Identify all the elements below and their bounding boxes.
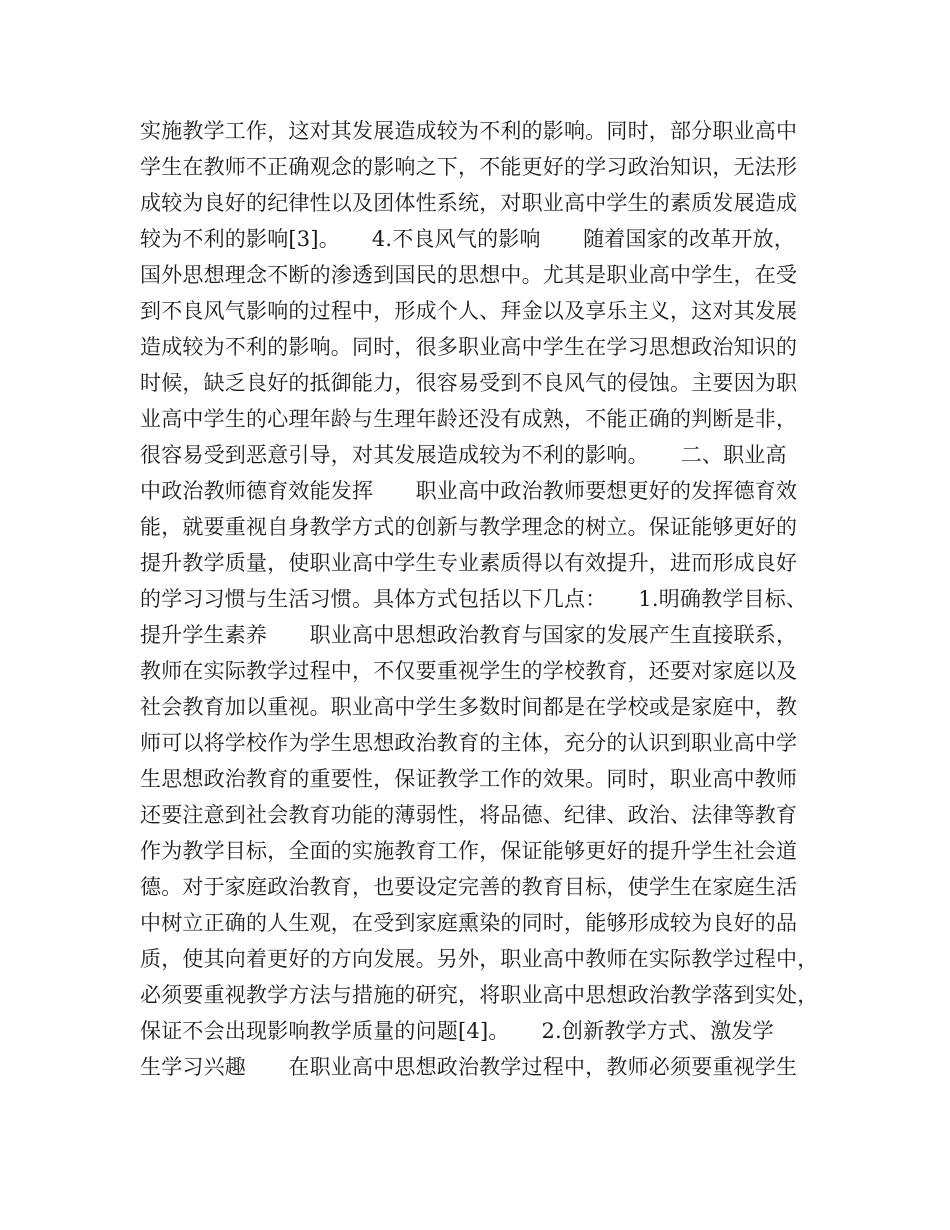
text-line: 较为不利的影响[3]。 4.不良风气的影响 随着国家的改革开放， (140, 227, 796, 251)
text-line: 时候，缺乏良好的抵御能力，很容易受到不良风气的侵蚀。主要因为职 (140, 371, 798, 395)
text-line: 社会教育加以重视。职业高中学生多数时间都是在学校或是家庭中，教 (140, 695, 798, 719)
text-line: 成较为良好的纪律性以及团体性系统，对职业高中学生的素质发展造成 (140, 191, 798, 215)
text-line: 必须要重视教学方法与措施的研究，将职业高中思想政治教学落到实处， (140, 983, 819, 1007)
text-line: 还要注意到社会教育功能的薄弱性，将品德、纪律、政治、法律等教育 (140, 803, 798, 827)
text-line: 很容易受到恶意引导，对其发展造成较为不利的影响。 二、职业高 (140, 443, 787, 467)
text-line: 质，使其向着更好的方向发展。另外，职业高中教师在实际教学过程中， (140, 947, 819, 971)
text-line: 德。对于家庭政治教育，也要设定完善的教育目标，使学生在家庭生活 (140, 875, 798, 899)
text-line: 的学习习惯与生活习惯。具体方式包括以下几点： 1.明确教学目标、 (140, 587, 808, 611)
text-line: 学生在教师不正确观念的影响之下，不能更好的学习政治知识，无法形 (140, 155, 798, 179)
text-line: 提升教学质量，使职业高中学生专业素质得以有效提升，进而形成良好 (140, 551, 798, 575)
text-line: 国外思想理念不断的渗透到国民的思想中。尤其是职业高中学生，在受 (140, 263, 798, 287)
text-line: 造成较为不利的影响。同时，很多职业高中学生在学习思想政治知识的 (140, 335, 798, 359)
text-line: 生学习兴趣 在职业高中思想政治教学过程中，教师必须要重视学生 (140, 1055, 798, 1079)
text-line: 师可以将学校作为学生思想政治教育的主体，充分的认识到职业高中学 (140, 731, 798, 755)
text-line: 作为教学目标，全面的实施教育工作，保证能够更好的提升学生社会道 (140, 839, 798, 863)
text-line: 教师在实际教学过程中，不仅要重视学生的学校教育，还要对家庭以及 (140, 659, 798, 683)
text-line: 能，就要重视自身教学方式的创新与教学理念的树立。保证能够更好的 (140, 515, 798, 539)
text-line: 业高中学生的心理年龄与生理年龄还没有成熟，不能正确的判断是非， (140, 407, 798, 431)
text-line: 到不良风气影响的过程中，形成个人、拜金以及享乐主义，这对其发展 (140, 299, 798, 323)
body-text (140, 113, 830, 1085)
text-line: 中政治教师德育效能发挥 职业高中政治教师要想更好的发挥德育效 (140, 479, 798, 503)
text-line: 生思想政治教育的重要性，保证教学工作的效果。同时，职业高中教师 (140, 767, 798, 791)
text-line: 实施教学工作，这对其发展造成较为不利的影响。同时，部分职业高中 (140, 119, 798, 143)
text-line: 保证不会出现影响教学质量的问题[4]。 2.创新教学方式、激发学 (140, 1019, 774, 1043)
text-line: 提升学生素养 职业高中思想政治教育与国家的发展产生直接联系， (140, 623, 798, 647)
text-line: 中树立正确的人生观，在受到家庭熏染的同时，能够形成较为良好的品 (140, 911, 798, 935)
